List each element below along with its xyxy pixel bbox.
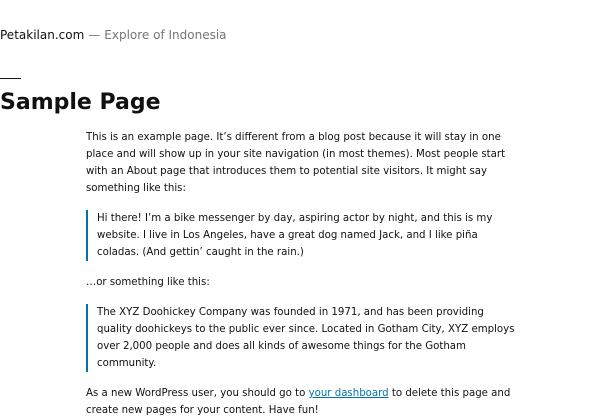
site-title-separator: — [88, 28, 101, 42]
site-title-link[interactable]: Petakilan.com [0, 28, 85, 42]
site-header [0, 27, 227, 43]
dashboard-link[interactable]: your dashboard [308, 388, 389, 399]
quote-text: Hi there! I’m a bike messenger by day, aspiring actor by night, and this is my website. I live in Los Angeles, have a great dog named Jack, and I like piña coladas. (And gettin’ caught in the rain.) [97, 213, 493, 258]
final-text-before: As a new WordPress user, you should go to [86, 388, 309, 399]
page-title: Sample Page [0, 90, 161, 115]
or-paragraph: …or something like this: [86, 277, 210, 288]
site-description: Explore of Indonesia [104, 28, 227, 42]
quote-bike-messenger [86, 210, 516, 261]
title-divider [0, 78, 21, 79]
final-paragraph [86, 385, 516, 419]
quote-company [86, 304, 516, 372]
intro-paragraph: This is an example page. It’s different from a blog post because it will stay in one place and will show up in your site navigation (in most themes). Most people start with an About page that introduces them to potential site visitors. It might say something like this: [86, 132, 506, 194]
quote-text: The XYZ Doohickey Company was founded in 1971, and has been providing quality doohickeys to the public ever since. Located in Gotham City, XYZ employs over 2,000 people and does all kinds of awesome things for the Gotham community. [97, 307, 515, 369]
final-text-after: to delete this page and create new pages for your content. Have fun! [86, 388, 511, 416]
entry-content [86, 129, 516, 419]
